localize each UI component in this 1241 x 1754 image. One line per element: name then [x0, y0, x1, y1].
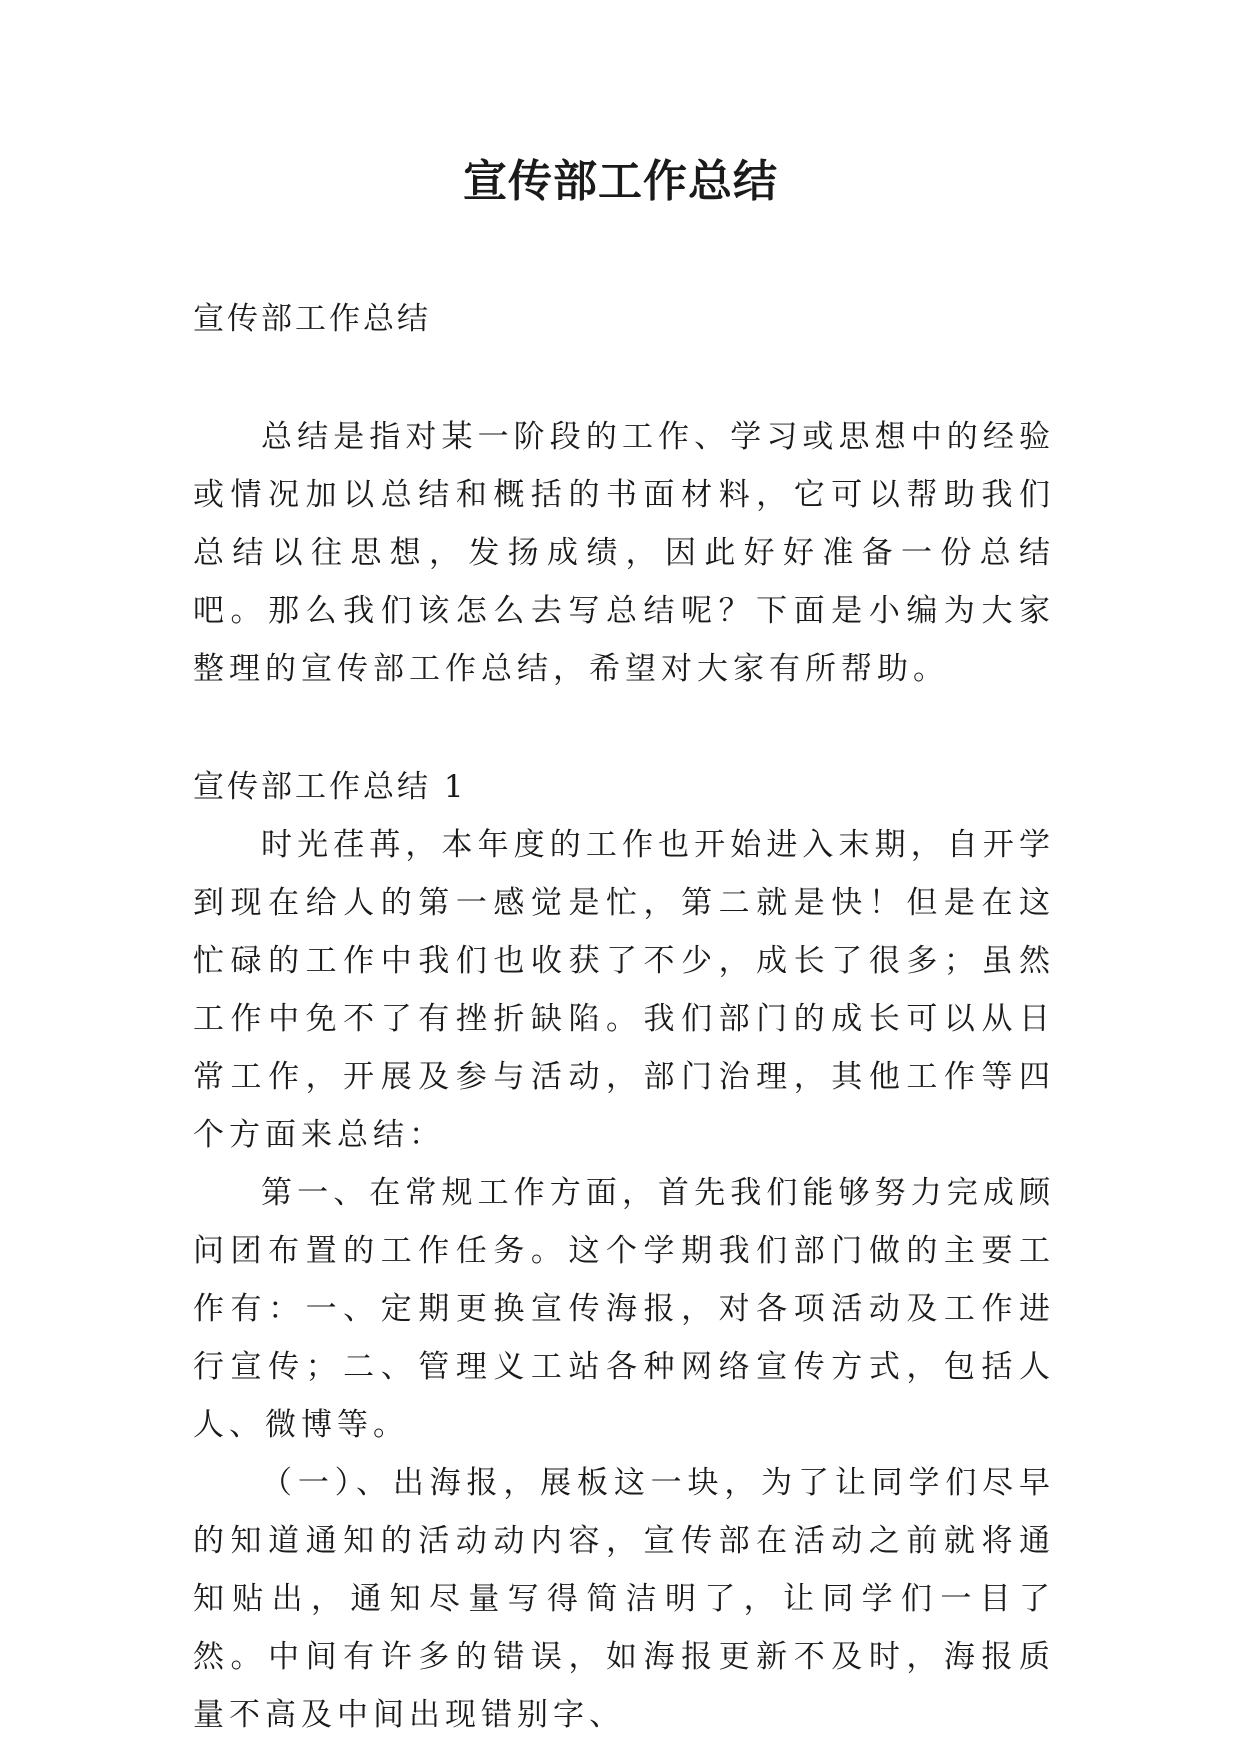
document-title: 宣传部工作总结 — [463, 156, 778, 207]
section-heading: 宣传部工作总结 1 — [193, 769, 467, 805]
document-body — [193, 290, 1055, 1744]
body-paragraph: 第一、在常规工作方面，首先我们能够努力完成顾问团布置的工作任务。这个学期我们部门做的主要工作有：一、定期更换宣传海报，对各项活动及工作进行宣传；二、管理义工站各种网络宣传方式，包括人人、微博等。 — [193, 1175, 1055, 1443]
body-paragraph: 时光荏苒，本年度的工作也开始进入末期，自开学到现在给人的第一感觉是忙，第二就是快！但是在这忙碌的工作中我们也收获了不少，成长了很多；虽然工作中免不了有挫折缺陷。我们部门的成长可以从日常工作，开展及参与活动，部门治理，其他工作等四个方面来总结： — [193, 827, 1055, 1153]
intro-paragraph: 总结是指对某一阶段的工作、学习或思想中的经验或情况加以总结和概括的书面材料，它可以帮助我们总结以往思想，发扬成绩，因此好好准备一份总结吧。那么我们该怎么去写总结呢？下面是小编为大家整理的宣传部工作总结，希望对大家有所帮助。 — [193, 419, 1055, 687]
body-paragraph: （一）、出海报，展板这一块，为了让同学们尽早的知道通知的活动动内容，宣传部在活动之前就将通知贴出，通知尽量写得简洁明了，让同学们一目了然。中间有许多的错误，如海报更新不及时，海报质量不高及中间出现错别字、 — [193, 1465, 1055, 1733]
document-subtitle: 宣传部工作总结 — [193, 301, 431, 337]
